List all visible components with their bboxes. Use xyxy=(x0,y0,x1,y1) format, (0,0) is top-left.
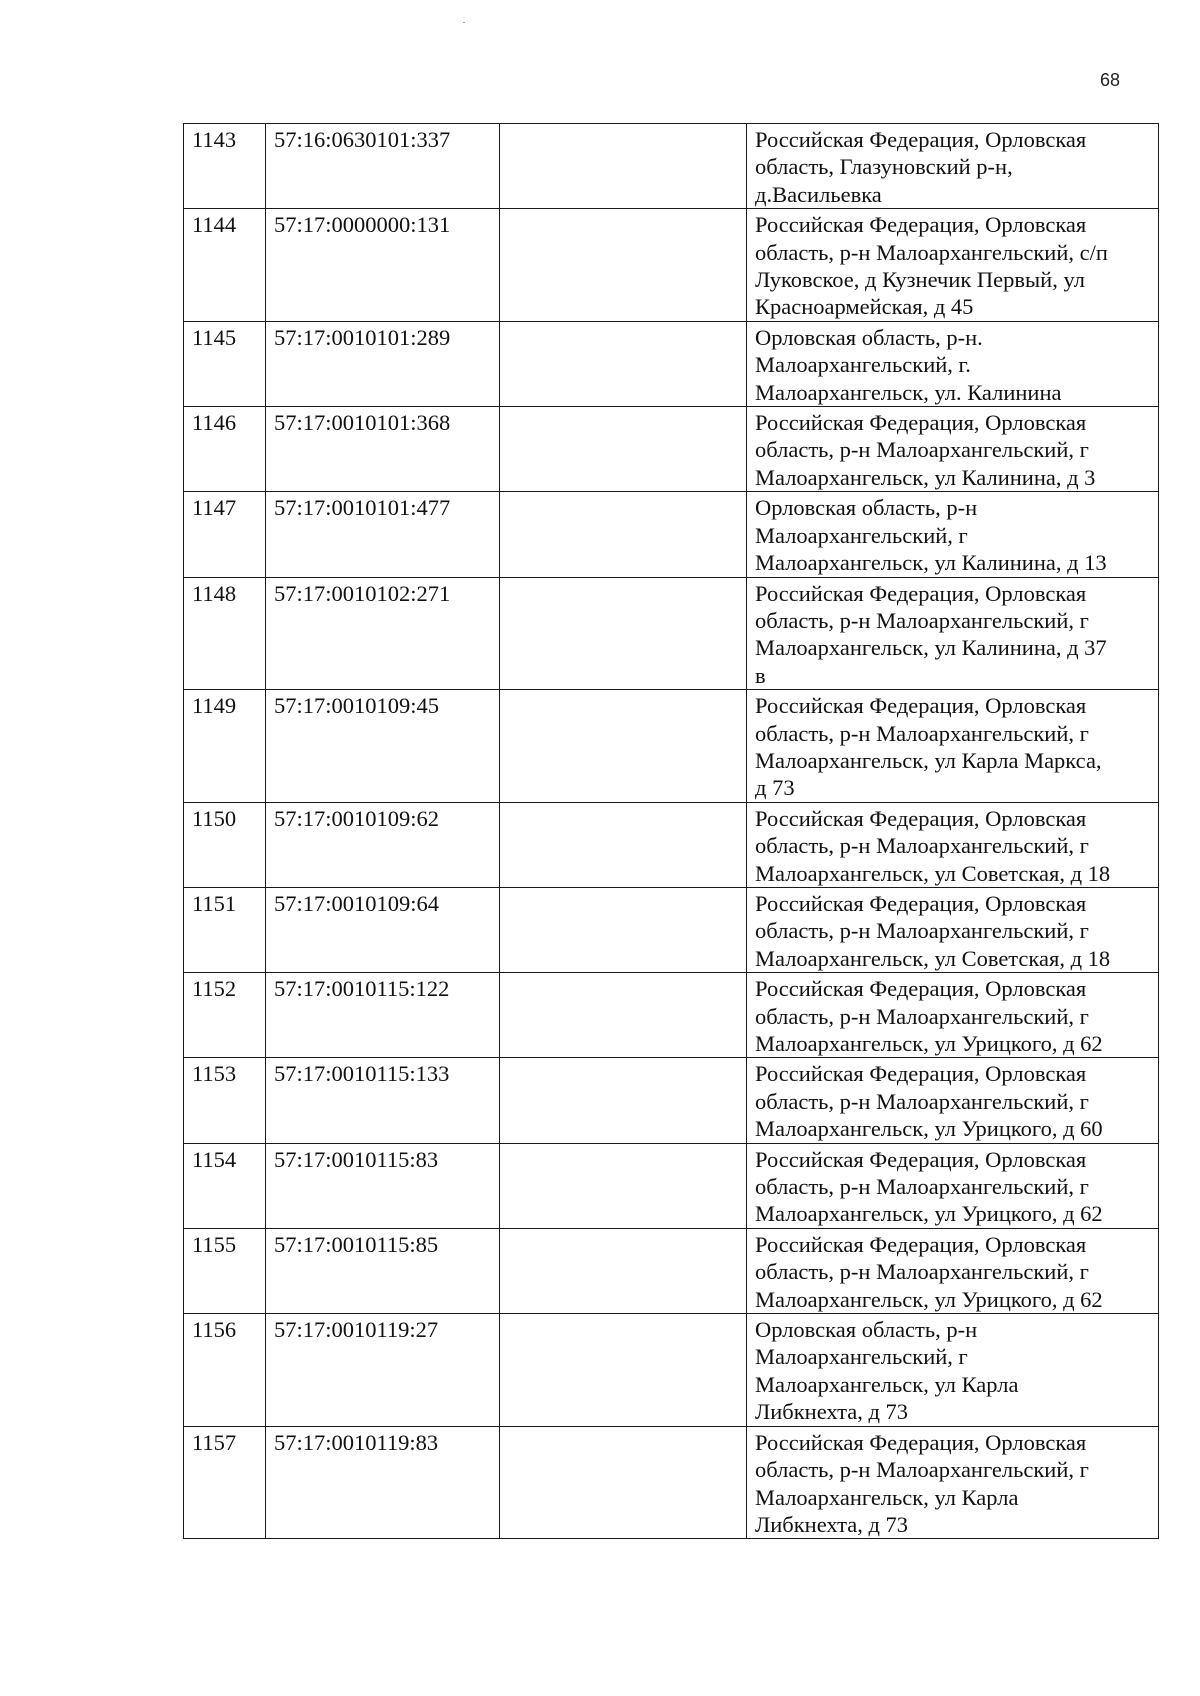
scan-artifact xyxy=(463,22,465,23)
row-number: 1151 xyxy=(184,887,266,972)
cadastral-number: 57:17:0010119:83 xyxy=(266,1426,500,1539)
address: Орловская область, р-н Малоархангельский, г Малоархангельск, ул Карла Либкнехта, д 73 xyxy=(747,1314,1159,1427)
row-number: 1152 xyxy=(184,973,266,1058)
cadastral-number: 57:17:0010102:271 xyxy=(266,577,500,690)
table-row xyxy=(184,887,1159,972)
empty-cell xyxy=(500,321,747,406)
table-row xyxy=(184,1058,1159,1143)
empty-cell xyxy=(500,1314,747,1427)
address: Российская Федерация, Орловская область, р-н Малоархангельский, г Малоархангельск, ул Урицкого, д 62 xyxy=(747,973,1159,1058)
cadastral-number: 57:17:0010115:133 xyxy=(266,1058,500,1143)
table-row xyxy=(184,1426,1159,1539)
cadastral-number: 57:17:0010115:85 xyxy=(266,1228,500,1313)
table-row xyxy=(184,690,1159,803)
address: Российская Федерация, Орловская область, р-н Малоархангельский, г Малоархангельск, ул Карла Маркса, д 73 xyxy=(747,690,1159,803)
address: Российская Федерация, Орловская область, р-н Малоархангельский, г Малоархангельск, ул Урицкого, д 62 xyxy=(747,1143,1159,1228)
row-number: 1154 xyxy=(184,1143,266,1228)
row-number: 1150 xyxy=(184,802,266,887)
address: Российская Федерация, Орловская область, р-н Малоархангельский, г Малоархангельск, ул Калинина, д 37 в xyxy=(747,577,1159,690)
empty-cell xyxy=(500,973,747,1058)
table-row xyxy=(184,209,1159,322)
row-number: 1145 xyxy=(184,321,266,406)
empty-cell xyxy=(500,209,747,322)
registry-table-body xyxy=(184,124,1159,1539)
cadastral-number: 57:17:0010115:83 xyxy=(266,1143,500,1228)
address: Орловская область, р-н Малоархангельский, г Малоархангельск, ул Калинина, д 13 xyxy=(747,492,1159,577)
cadastral-number: 57:17:0010119:27 xyxy=(266,1314,500,1427)
registry-table xyxy=(183,123,1159,1539)
empty-cell xyxy=(500,1426,747,1539)
empty-cell xyxy=(500,1143,747,1228)
address: Российская Федерация, Орловская область, р-н Малоархангельский, г Малоархангельск, ул Урицкого, д 62 xyxy=(747,1228,1159,1313)
cadastral-number: 57:17:0010115:122 xyxy=(266,973,500,1058)
address: Российская Федерация, Орловская область, р-н Малоархангельский, г Малоархангельск, ул Урицкого, д 60 xyxy=(747,1058,1159,1143)
empty-cell xyxy=(500,690,747,803)
table-row xyxy=(184,1314,1159,1427)
address: Российская Федерация, Орловская область, р-н Малоархангельский, г Малоархангельск, ул Советская, д 18 xyxy=(747,887,1159,972)
row-number: 1148 xyxy=(184,577,266,690)
empty-cell xyxy=(500,492,747,577)
address: Российская Федерация, Орловская область, Глазуновский р-н, д.Васильевка xyxy=(747,124,1159,209)
table-row xyxy=(184,321,1159,406)
empty-cell xyxy=(500,802,747,887)
row-number: 1143 xyxy=(184,124,266,209)
address: Российская Федерация, Орловская область, р-н Малоархангельский, г Малоархангельск, ул Калинина, д 3 xyxy=(747,407,1159,492)
empty-cell xyxy=(500,1228,747,1313)
empty-cell xyxy=(500,407,747,492)
address: Орловская область, р-н. Малоархангельский, г. Малоархангельск, ул. Калинина xyxy=(747,321,1159,406)
table-row xyxy=(184,124,1159,209)
row-number: 1153 xyxy=(184,1058,266,1143)
page-number: 68 xyxy=(1100,70,1121,90)
row-number: 1147 xyxy=(184,492,266,577)
row-number: 1146 xyxy=(184,407,266,492)
cadastral-number: 57:16:0630101:337 xyxy=(266,124,500,209)
address: Российская Федерация, Орловская область, р-н Малоархангельский, с/п Луковское, д Кузнечик Первый, ул Красноармейская, д 45 xyxy=(747,209,1159,322)
row-number: 1149 xyxy=(184,690,266,803)
address: Российская Федерация, Орловская область, р-н Малоархангельский, г Малоархангельск, ул Карла Либкнехта, д 73 xyxy=(747,1426,1159,1539)
table-row xyxy=(184,802,1159,887)
cadastral-number: 57:17:0000000:131 xyxy=(266,209,500,322)
row-number: 1155 xyxy=(184,1228,266,1313)
table-row xyxy=(184,492,1159,577)
cadastral-number: 57:17:0010101:289 xyxy=(266,321,500,406)
table-row xyxy=(184,1143,1159,1228)
row-number: 1156 xyxy=(184,1314,266,1427)
cadastral-number: 57:17:0010101:368 xyxy=(266,407,500,492)
empty-cell xyxy=(500,124,747,209)
cadastral-number: 57:17:0010109:64 xyxy=(266,887,500,972)
cadastral-number: 57:17:0010109:45 xyxy=(266,690,500,803)
cadastral-number: 57:17:0010109:62 xyxy=(266,802,500,887)
empty-cell xyxy=(500,577,747,690)
empty-cell xyxy=(500,1058,747,1143)
table-row xyxy=(184,973,1159,1058)
table-row xyxy=(184,1228,1159,1313)
empty-cell xyxy=(500,887,747,972)
cadastral-number: 57:17:0010101:477 xyxy=(266,492,500,577)
row-number: 1157 xyxy=(184,1426,266,1539)
address: Российская Федерация, Орловская область, р-н Малоархангельский, г Малоархангельск, ул Советская, д 18 xyxy=(747,802,1159,887)
table-row xyxy=(184,577,1159,690)
table-row xyxy=(184,407,1159,492)
row-number: 1144 xyxy=(184,209,266,322)
